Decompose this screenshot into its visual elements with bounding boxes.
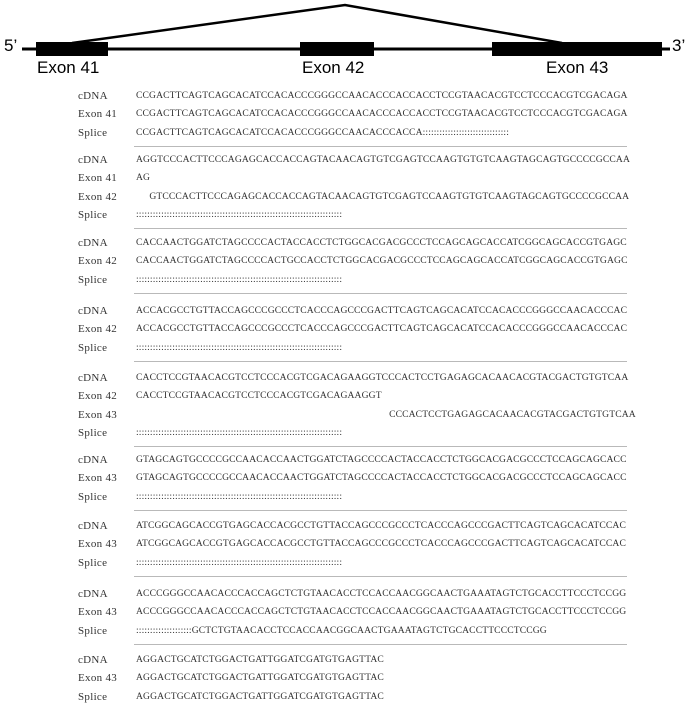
block-separator: [134, 510, 627, 511]
row-label: cDNA: [78, 588, 108, 600]
row-label: cDNA: [78, 305, 108, 317]
row-label: cDNA: [78, 454, 108, 466]
row-label: Exon 43: [78, 472, 118, 485]
exon-42-label: Exon 42: [302, 58, 365, 77]
row-sequence: ::::::::::::::::::::::::::::::::::::::::::::::::::::::::::::::::::::::::::: [136, 341, 343, 353]
exon-41-box: [36, 42, 108, 56]
row-sequence: CACCAACTGGATCTAGCCCCACTACCACCTCTGGCACGACGCCCTCCAGCAGCACCATCGGCAGCACCGTGAGC: [136, 237, 627, 248]
row-sequence: ACCACGCCTGTTACCAGCCCGCCCTCACCCAGCCCGACTTCAGTCAGCACATCCACACCCGGGCCAACACCCAC: [136, 323, 628, 335]
row-label: Exon 42: [78, 390, 118, 403]
row-label: Splice: [78, 273, 108, 286]
row-sequence: CCCACTCCTGAGAGCACAACACGTACGACTGTGTCAA: [389, 408, 636, 420]
row-label: Splice: [78, 208, 108, 221]
row-label: Exon 43: [78, 538, 118, 551]
row-sequence: AGGTCCCACTTCCCAGAGCACCACCAGTACAACAGTGTCGAGTCCAAGTGTGTCAAGTAGCAGTGCCCCGCCAA: [136, 154, 630, 165]
row-sequence: CACCTCCGTAACACGTCCTCCCACGTCGACAGAAGGT: [136, 390, 382, 402]
block-separator: [134, 228, 627, 229]
row-sequence: ATCGGCAGCACCGTGAGCACCACGCCTGTTACCAGCCCGCCCTCACCCAGCCCGACTTCAGTCAGCACATCCAC: [136, 538, 626, 550]
row-sequence: ::::::::::::::::::::::::::::::::::::::::::::::::::::::::::::::::::::::::::: [136, 273, 343, 285]
row-sequence: ::::::::::::::::::::::::::::::::::::::::::::::::::::::::::::::::::::::::::: [136, 556, 343, 568]
splice-junction-arc: [72, 5, 562, 43]
row-label: Exon 43: [78, 408, 118, 421]
row-label: cDNA: [78, 154, 108, 166]
row-label: Exon 42: [78, 255, 118, 268]
block-separator: [134, 446, 627, 447]
row-sequence: ::::::::::::::::::::::::::::::::::::::::::::::::::::::::::::::::::::::::::: [136, 490, 343, 502]
row-sequence: ACCCGGGCCAACACCCACCAGCTCTGTAACACCTCCACCAACGGCAACTGAAATAGTCTGCACCTTCCCTCCGG: [136, 588, 627, 599]
row-label: Exon 42: [78, 323, 118, 336]
row-label: cDNA: [78, 237, 108, 249]
five-prime-label: 5’: [4, 36, 18, 55]
row-sequence: ::::::::::::::::::::::::::::::::::::::::::::::::::::::::::::::::::::::::::: [136, 208, 343, 220]
row-sequence: CCGACTTCAGTCAGCACATCCACACCCGGGCCAACACCCACCA:::::::::::::::::::::::::::::::: [136, 126, 509, 138]
row-label: Splice: [78, 490, 108, 503]
row-sequence: GTCCCACTTCCCAGAGCACCACCAGTACAACAGTGTCGAGTCCAAGTGTGTCAAGTAGCAGTGCCCCGCCAA: [149, 190, 630, 202]
block-separator: [134, 644, 627, 645]
row-sequence: CACCAACTGGATCTAGCCCCACTGCCACCTCTGGCACGACGCCCTCCAGCAGCACCATCGGCAGCACCGTGAGC: [136, 255, 628, 267]
exon-42-box: [300, 42, 374, 56]
row-label: Splice: [78, 624, 108, 637]
three-prime-label: 3’: [672, 36, 686, 55]
row-sequence: AGGACTGCATCTGGACTGATTGGATCGATGTGAGTTAC: [136, 654, 384, 665]
row-sequence: GTAGCAGTGCCCCGCCAACACCAACTGGATCTAGCCCCACTACCACCTCTGGCACGACGCCCTCCAGCAGCACC: [136, 472, 627, 484]
row-label: Exon 41: [78, 108, 118, 121]
exon-41-label: Exon 41: [37, 58, 100, 77]
row-sequence: ::::::::::::::::::::GCTCTGTAACACCTCCACCAACGGCAACTGAAATAGTCTGCACCTTCCCTCCGG: [136, 624, 547, 636]
exon-structure-diagram: [0, 0, 693, 85]
row-label: Exon 43: [78, 672, 118, 685]
row-sequence: ATCGGCAGCACCGTGAGCACCACGCCTGTTACCAGCCCGCCCTCACCCAGCCCGACTTCAGTCAGCACATCCAC: [136, 520, 626, 531]
row-sequence: CCGACTTCAGTCAGCACATCCACACCCGGGCCAACACCCACCACCTCCGTAACACGTCCTCCCACGTCGACAGA: [136, 108, 628, 120]
row-sequence: AGGACTGCATCTGGACTGATTGGATCGATGTGAGTTAC: [136, 672, 384, 684]
row-label: Splice: [78, 690, 108, 703]
row-label: cDNA: [78, 372, 108, 384]
row-sequence: CACCTCCGTAACACGTCCTCCCACGTCGACAGAAGGTCCCACTCCTGAGAGCACAACACGTACGACTGTGTCAA: [136, 372, 629, 383]
block-separator: [134, 146, 627, 147]
row-label: cDNA: [78, 520, 108, 532]
exon-43-box: [492, 42, 662, 56]
exon-43-label: Exon 43: [546, 58, 609, 77]
row-label: Exon 42: [78, 190, 118, 203]
row-label: cDNA: [78, 654, 108, 666]
row-sequence: ::::::::::::::::::::::::::::::::::::::::::::::::::::::::::::::::::::::::::: [136, 426, 343, 438]
row-sequence: CCGACTTCAGTCAGCACATCCACACCCGGGCCAACACCCACCACCTCCGTAACACGTCCTCCCACGTCGACAGA: [136, 90, 628, 101]
block-separator: [134, 576, 627, 577]
row-sequence: ACCCGGGCCAACACCCACCAGCTCTGTAACACCTCCACCAACGGCAACTGAAATAGTCTGCACCTTCCCTCCGG: [136, 606, 627, 618]
row-label: Exon 43: [78, 606, 118, 619]
row-label: Splice: [78, 341, 108, 354]
row-label: cDNA: [78, 90, 108, 102]
row-label: Splice: [78, 556, 108, 569]
row-label: Splice: [78, 126, 108, 139]
row-sequence: AGGACTGCATCTGGACTGATTGGATCGATGTGAGTTAC: [136, 690, 384, 702]
row-sequence: ACCACGCCTGTTACCAGCCCGCCCTCACCCAGCCCGACTTCAGTCAGCACATCCACACCCGGGCCAACACCCAC: [136, 305, 628, 316]
block-separator: [134, 361, 627, 362]
row-sequence: AG: [136, 172, 151, 184]
row-sequence: GTAGCAGTGCCCCGCCAACACCAACTGGATCTAGCCCCACTACCACCTCTGGCACGACGCCCTCCAGCAGCACC: [136, 454, 627, 465]
row-label: Exon 41: [78, 172, 118, 185]
block-separator: [134, 293, 627, 294]
row-label: Splice: [78, 426, 108, 439]
